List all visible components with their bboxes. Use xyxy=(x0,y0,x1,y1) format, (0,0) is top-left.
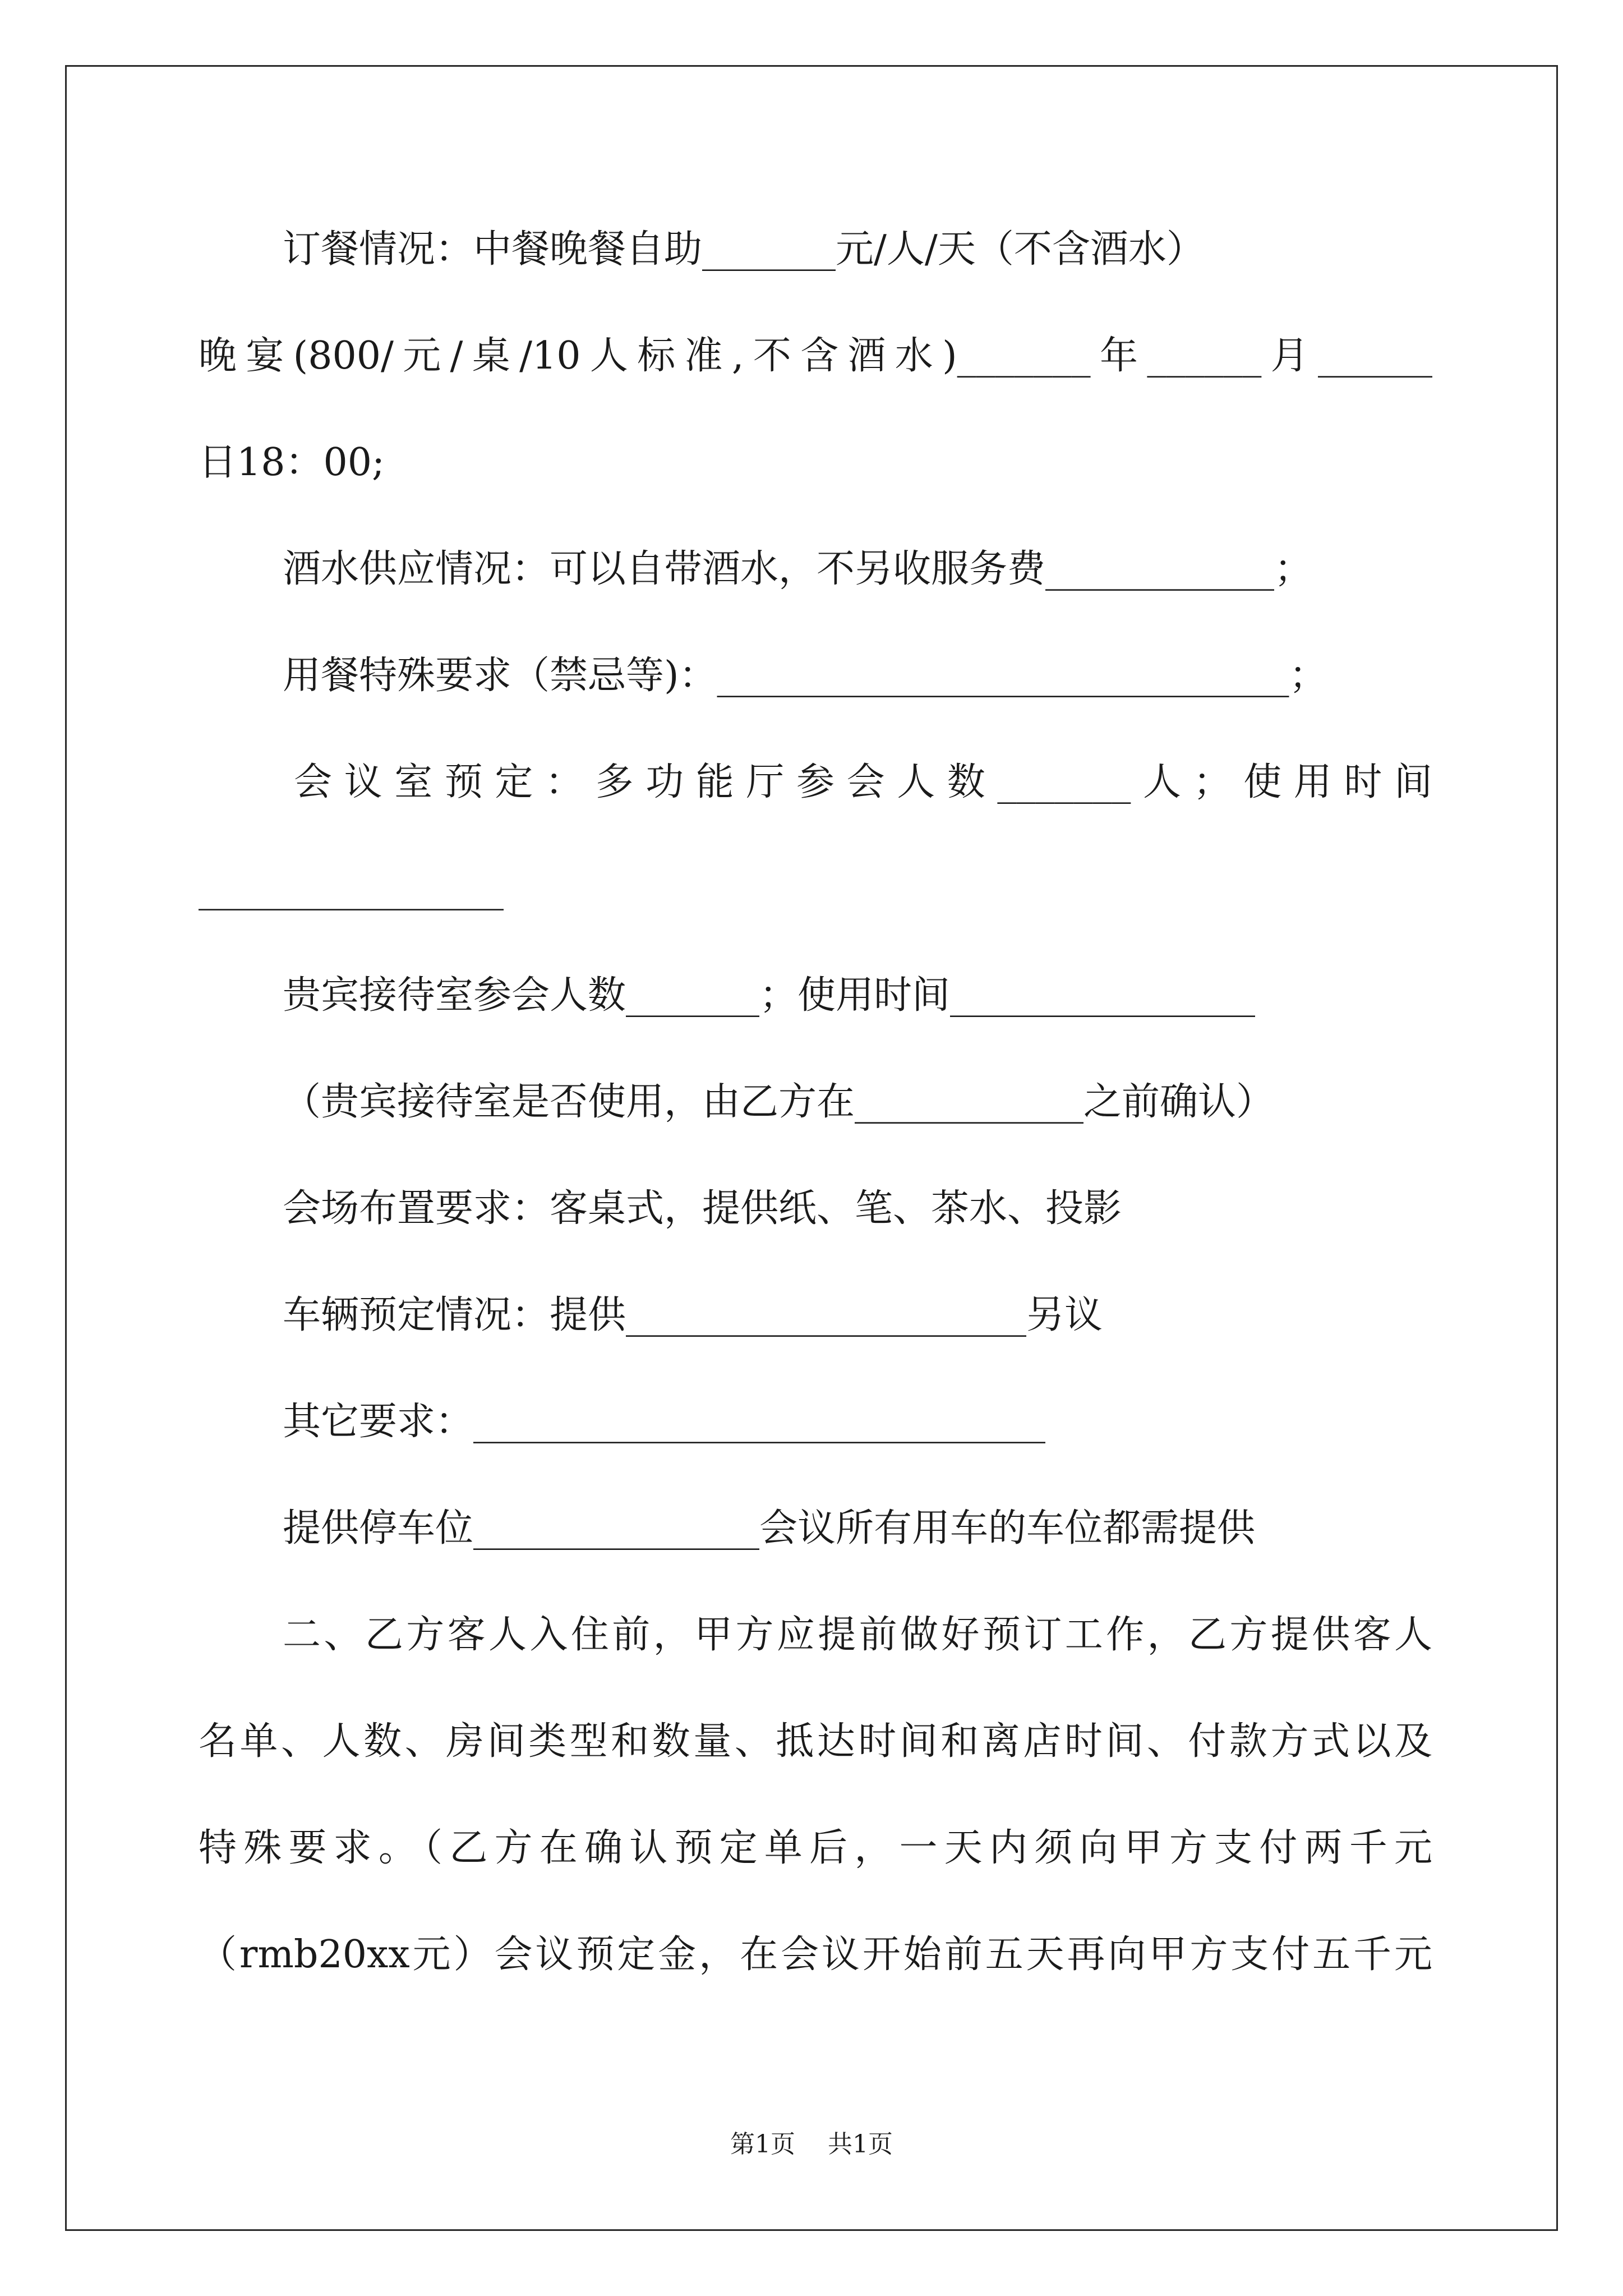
text-line: ________________ xyxy=(199,867,504,911)
text-line: 车辆预定情况：提供_____________________另议 xyxy=(283,1293,1103,1337)
text-line: 提供停车位_______________会议所有用车的车位都需提供 xyxy=(283,1506,1256,1550)
text-line: （rmb20xx元）会议预定金，在会议开始前五天再向甲方支付五千元 xyxy=(199,1932,1432,1977)
text-line: 日18：00; xyxy=(199,440,385,485)
text-line: 特殊要求。（乙方在确认预定单后，一天内须向甲方支付两千元 xyxy=(199,1826,1432,1870)
text-line: 二、乙方客人入住前，甲方应提前做好预订工作，乙方提供客人 xyxy=(283,1613,1432,1657)
page-number: 第1页 xyxy=(730,2130,795,2159)
text-line: 酒水供应情况：可以自带酒水，不另收服务费____________； xyxy=(283,547,1313,591)
text-line: 订餐情况：中餐晚餐自助_______元/人/天（不含酒水） xyxy=(283,227,1205,272)
text-line: 会场布置要求：客桌式，提供纸、笔、茶水、投影 xyxy=(283,1186,1122,1231)
text-line: 用餐特殊要求（禁忌等)：______________________________； xyxy=(283,654,1327,698)
page-footer xyxy=(0,2128,1623,2161)
text-line: 晚宴(800/元/桌/10人标准,不含酒水)_______年______月______ xyxy=(199,334,1432,378)
page-total: 共1页 xyxy=(828,2130,893,2159)
text-line: 贵宾接待室参会人数_______；使用时间________________ xyxy=(283,973,1256,1018)
document-body xyxy=(199,0,1432,2296)
text-line: （贵宾接待室是否使用，由乙方在____________之前确认） xyxy=(283,1080,1275,1124)
text-line: 名单、人数、房间类型和数量、抵达时间和离店时间、付款方式以及 xyxy=(199,1719,1432,1764)
text-line: 其它要求：______________________________ xyxy=(283,1400,1046,1444)
text-line: 会议室预定：多功能厅参会人数_______人；使用时间 xyxy=(294,760,1432,804)
